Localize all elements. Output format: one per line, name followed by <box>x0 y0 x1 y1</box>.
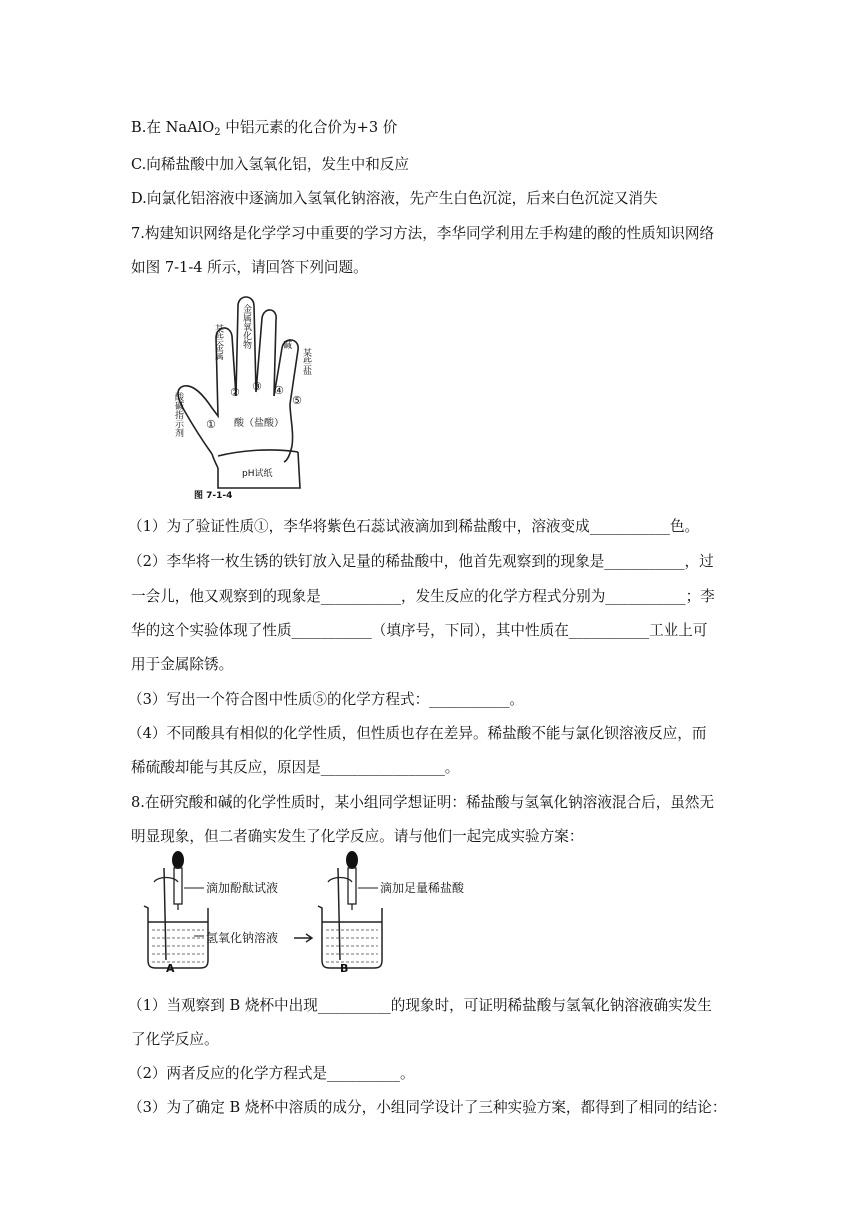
beaker-label-b: B <box>340 962 349 975</box>
q8-stem-line1: 8.在研究酸和碱的化学性质时，某小组同学想证明：稀盐酸与氢氧化钠溶液混合后，虽然无 <box>131 794 715 811</box>
q8-sub2: （2）两者反应的化学方程式是__________。 <box>128 1065 415 1082</box>
label-solution: 氢氧化钠溶液 <box>206 931 279 945</box>
option-b-subscript: 2 <box>214 127 221 138</box>
finger-label-salts: 某些盐 <box>301 348 311 375</box>
dropper-b <box>346 851 358 910</box>
finger-label-metals: 某些金属 <box>213 324 223 360</box>
q7-stem-line2: 如图 7-1-4 所示，请回答下列问题。 <box>131 259 368 276</box>
option-c: C.向稀盐酸中加入氢氧化铝，发生中和反应 <box>131 156 409 173</box>
palm-label: 酸（盐酸） <box>234 418 284 429</box>
finger-label-base: 碱 <box>281 340 291 349</box>
option-b-text: B.在 NaAlO <box>131 119 215 136</box>
beaker-a <box>144 906 208 968</box>
q7-sub2-line1: （2）李华将一枚生锈的铁钉放入足量的稀盐酸中，他首先观察到的现象是___________，过 <box>128 553 714 570</box>
q8-sub1-line2: 了化学反应。 <box>131 1031 219 1048</box>
circled-1: ① <box>206 418 216 431</box>
label-drop-b: 滴加足量稀盐酸 <box>380 881 465 895</box>
beaker-b <box>318 906 382 968</box>
circled-4: ④ <box>274 384 284 397</box>
q8-sub1-line1: （1）当观察到 B 烧杯中出现__________的现象时，可证明稀盐酸与氢氧化钠溶液确实发生 <box>128 997 712 1014</box>
arrow-a-to-b <box>294 934 312 942</box>
option-d: D.向氯化铝溶液中逐滴加入氢氧化钠溶液，先产生白色沉淀，后来白色沉淀又消失 <box>131 190 658 207</box>
beaker-label-a: A <box>166 962 175 975</box>
solution-a <box>152 930 204 962</box>
q7-sub2-line3: 华的这个实验体现了性质___________（填序号，下同），其中性质在___________工业上可 <box>131 622 708 639</box>
circled-3: ③ <box>252 380 262 393</box>
q8-stem-line2: 明显现象，但二者确实发生了化学反应。请与他们一起完成实验方案： <box>131 828 584 845</box>
q7-stem-line1: 7.构建知识网络是化学学习中重要的学习方法，李华同学利用左手构建的酸的性质知识网络 <box>131 225 715 242</box>
label-drop-a: 滴加酚酞试液 <box>206 881 279 895</box>
finger-label-metal-oxides: 金属氧化物 <box>241 304 251 349</box>
beaker-figure <box>138 848 465 975</box>
solution-b <box>326 930 378 962</box>
q7-sub4-line1: （4）不同酸具有相似的化学性质，但性质也存在差异。稀盐酸不能与氯化钡溶液反应，而 <box>128 725 707 742</box>
figure-caption: 图 7-1-4 <box>194 491 233 501</box>
q7-sub3: （3）写出一个符合图中性质⑤的化学方程式：___________。 <box>128 691 525 708</box>
option-b-text-rest: 中铝元素的化合价为+3 价 <box>220 119 398 136</box>
q7-sub1: （1）为了验证性质①，李华将紫色石蕊试液滴加到稀盐酸中，溶液变成___________色。 <box>128 518 700 535</box>
circled-5: ⑤ <box>292 394 302 407</box>
thumb-label-indicator: 酸碱指示剂 <box>173 392 183 437</box>
option-b <box>131 118 397 143</box>
q7-sub2-line2: 一会儿，他又观察到的现象是___________，发生反应的化学方程式分别为___________；李 <box>131 588 715 605</box>
q7-sub4-line2: 稀硫酸却能与其反应，原因是_________________。 <box>131 759 460 776</box>
wrist-label: pH试纸 <box>242 469 273 479</box>
dropper-a <box>172 851 184 910</box>
q7-sub2-line4: 用于金属除锈。 <box>131 656 234 673</box>
q8-sub3: （3）为了确定 B 烧杯中溶质的成分，小组同学设计了三种实验方案，都得到了相同的结论： <box>128 1099 727 1116</box>
circled-2: ② <box>230 386 240 399</box>
hand-figure <box>172 292 342 504</box>
